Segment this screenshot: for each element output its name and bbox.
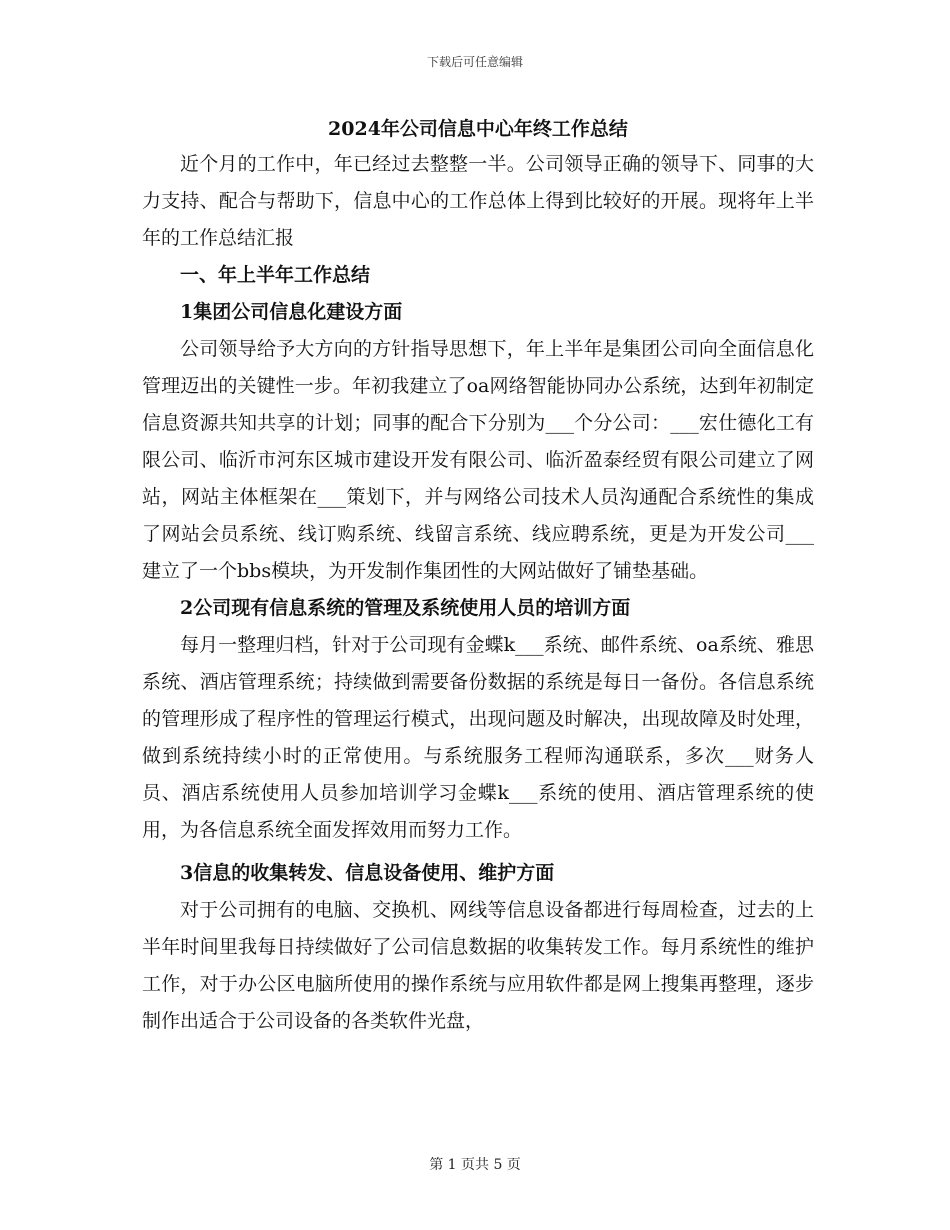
subsection-heading-3: 3信息的收集转发、信息设备使用、维护方面 <box>180 862 555 884</box>
document-body <box>142 112 814 1040</box>
document-title: 2024年公司信息中心年终工作总结 <box>328 118 628 140</box>
section-heading-1: 一、年上半年工作总结 <box>180 264 371 286</box>
page-header-note: 下载后可任意编辑 <box>426 55 523 69</box>
subsection-heading-1: 1集团公司信息化建设方面 <box>180 301 403 323</box>
subsection-body-1: 公司领导给予大方向的方针指导思想下，年上半年是集团公司向全面信息化管理迈出的关键性一步。年初我建立了oa网络智能协同办公系统，达到年初制定信息资源共知共享的计划；同事的配合下分别为___个分公司：___宏仕德化工有限公司、临沂市河东区城市建设开发有限公司、临沂盈泰经贸有限公司建立了网站，网站主体框架在___策划下，并与网络公司技术人员沟通配合系统性的集成了网站会员系统、线订购系统、线留言系统、线应聘系统，更是为开发公司___建立了一个bbs模块，为开发制作集团性的大网站做好了铺垫基础。 <box>142 338 814 582</box>
subsection-heading-2: 2公司现有信息系统的管理及系统使用人员的培训方面 <box>180 597 631 619</box>
intro-paragraph: 近个月的工作中，年已经过去整整一半。公司领导正确的领导下、同事的大力支持、配合与帮助下，信息中心的工作总体上得到比较好的开展。现将年上半年的工作总结汇报 <box>142 153 814 249</box>
page-number: 第 1 页共 5 页 <box>429 1157 521 1173</box>
subsection-body-3: 对于公司拥有的电脑、交换机、网线等信息设备都进行每周检查，过去的上半年时间里我每日持续做好了公司信息数据的收集转发工作。每月系统性的维护工作，对于办公区电脑所使用的操作系统与应用软件都是网上搜集再整理，逐步制作出适合于公司设备的各类软件光盘， <box>142 899 814 1032</box>
subsection-body-2: 每月一整理归档，针对于公司现有金蝶k___系统、邮件系统、oa系统、雅思系统、酒店管理系统；持续做到需要备份数据的系统是每日一备份。各信息系统的管理形成了程序性的管理运行模式，出现问题及时解决，出现故障及时处理，做到系统持续小时的正常使用。与系统服务工程师沟通联系，多次___财务人员、酒店系统使用人员参加培训学习金蝶k___系统的使用、酒店管理系统的使用，为各信息系统全面发挥效用而努力工作。 <box>142 634 814 841</box>
